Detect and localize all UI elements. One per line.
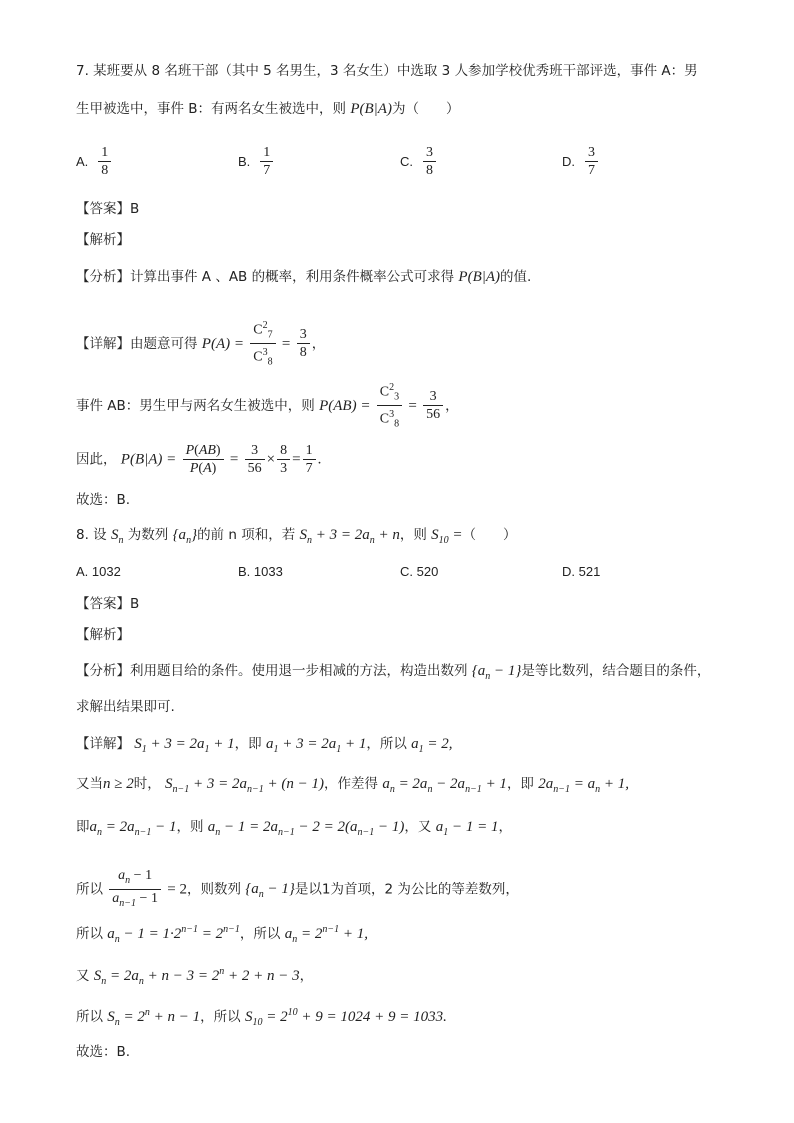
q7-stem-line2 xyxy=(76,100,459,118)
option-label: D. xyxy=(562,154,575,169)
q8-analysis-line1 xyxy=(76,662,710,686)
q8-text: ，则数列 xyxy=(186,881,241,898)
option-label: B. xyxy=(238,154,251,169)
math: $S_n = 2^n + n - 1$ xyxy=(107,1007,201,1028)
math-fraction: $\frac{3}{8}$ xyxy=(297,327,310,360)
q8-text: ，所以 xyxy=(200,1009,241,1025)
q7-prob-expr: P(B|A) xyxy=(350,101,392,117)
option-label: C. xyxy=(400,154,413,169)
math-fraction: $\frac{8}{3}$ xyxy=(277,443,290,476)
q8-text: 即 xyxy=(76,819,90,835)
math: $\{a_n - 1\}$ xyxy=(471,663,522,682)
option-fraction xyxy=(98,145,111,178)
math-fraction: $\frac{1}{7}$ xyxy=(303,443,316,476)
math-fraction: $\frac{C^2_7}{C^3_8}$ xyxy=(250,318,275,370)
math: P(AB) = xyxy=(319,397,371,414)
math: $\{a_n - 1\}$ xyxy=(245,881,295,901)
math: $S_n + 3 = 2a_n + n$ xyxy=(299,527,400,546)
q7-analysis-text: 【分析】计算出事件 A 、AB 的概率，利用条件概率公式可求得 xyxy=(76,269,455,285)
math: = 2 xyxy=(167,881,187,898)
q7-option-a[interactable] xyxy=(76,145,113,178)
q8-option-d[interactable]: D. 521 xyxy=(562,564,601,579)
q8-analysis-head: 【解析】 xyxy=(76,627,130,643)
q8-option-a[interactable]: A. 1032 xyxy=(76,564,121,579)
q8-text: 所以 xyxy=(76,926,103,942)
q7-option-d[interactable] xyxy=(562,145,600,178)
q8-conclusion: 故选：B. xyxy=(76,1044,131,1060)
q8-detail-line3: 即$a_n = 2a_{n-1} - 1$，则 $a_n - 1 = 2a_{n-1} - 2 = 2(a_{n-1} - 1)$，又 $a_1 - 1 = 1$， xyxy=(76,819,512,838)
q8-stem-text: 的前 n 项和，若 xyxy=(197,527,296,543)
math: = xyxy=(281,335,291,352)
math: $S_n = 2a_n + n - 3 = 2^n + 2 + n - 3$ xyxy=(93,966,300,987)
denominator: 7 xyxy=(263,163,271,178)
math: $a_n - 1 = 2a_{n-1} - 2 = 2(a_{n-1} - 1)$ xyxy=(207,819,405,838)
math: $S_{10}$ = xyxy=(431,527,463,546)
math: $S_{10} = 2^{10} + 9 = 1024 + 9 = 1033$. xyxy=(244,1007,447,1028)
math-fraction: $\frac{C^2_3}{C^3_8}$ xyxy=(377,380,402,432)
q8-analysis-text: 【分析】利用题目给的条件。使用退一步相减的方法，构造出数列 xyxy=(76,663,468,679)
math: $a_n = 2a_{n-1} - 1$ xyxy=(89,819,177,838)
q7-event-ab-text: 事件 AB：男生甲与两名女生被选中，则 xyxy=(76,397,315,414)
q7-detail-prefix: 【详解】由题意可得 xyxy=(76,335,198,352)
q7-analysis-expr: P(B|A) xyxy=(458,269,501,285)
q8-text: 是以1为首项，2 为公比的等差数列， xyxy=(294,881,519,898)
q7-detail-line1: 【详解】由题意可得 P(A) = $\frac{C^2_7}{C^3_8}$ = $\frac{3}{8}$ ， xyxy=(76,320,326,368)
math: P(B|A) = xyxy=(120,451,177,468)
q7-analysis xyxy=(76,268,531,286)
q8-stem-text: 8. 设 xyxy=(76,527,107,543)
q8-text: ，又 xyxy=(404,819,432,835)
option-fraction xyxy=(585,145,598,178)
math: $2a_{n-1} = a_n + 1$, xyxy=(538,776,629,795)
q7-option-b[interactable] xyxy=(238,145,275,178)
q8-stem-text: ，则 xyxy=(399,527,427,543)
math: $S_{n-1} + 3 = 2a_{n-1} + (n - 1)$ xyxy=(165,776,325,795)
math: $a_n = 2^{n-1} + 1$, xyxy=(284,924,368,945)
q7-analysis-tail: 的值. xyxy=(500,269,532,285)
q8-text: 又 xyxy=(76,968,90,984)
q8-detail-line5 xyxy=(76,921,368,949)
q8-detail-line6: 又 $S_n = 2a_n + n - 3 = 2^n + 2 + n - 3$， xyxy=(76,966,314,987)
math: = xyxy=(229,451,239,468)
numerator: 3 xyxy=(585,145,598,162)
q8-detail-line1 xyxy=(76,735,453,759)
q8-detail-line2 xyxy=(76,775,629,799)
q8-text: ，则 xyxy=(176,819,204,835)
denominator: 7 xyxy=(588,163,595,178)
q8-option-c[interactable]: C. 520 xyxy=(400,564,439,579)
math-fraction: $\frac{P(AB)}{P(A)}$ xyxy=(183,443,224,476)
q7-detail-line3: 因此， P(B|A) = $\frac{P(AB)}{P(A)}$ = $\frac{3}{56}$ × $\frac{8}{3}$ = $\frac{1}{7}$ . xyxy=(76,443,322,476)
q8-text: 所以 xyxy=(76,881,103,898)
math-fraction: $\frac{a_n - 1}{a_{n-1} - 1}$ xyxy=(109,868,161,911)
q7-stem-line1: 7. 某班要从 8 名班干部（其中 5 名男生，3 名女生）中选取 3 人参加学校优秀班干部评选，事件 A：男 xyxy=(76,63,698,79)
q8-stem-text: （ ） xyxy=(462,527,517,543)
q8-detail-line7 xyxy=(76,1004,447,1032)
denominator: 8 xyxy=(101,163,109,178)
q8-text: 又当 xyxy=(76,776,103,792)
math: $a_1 - 1 = 1$ xyxy=(435,819,499,838)
numerator: 1 xyxy=(260,145,273,162)
q8-text: ，所以 xyxy=(366,736,407,752)
q8-analysis-text: 是等比数列，结合题目的条件， xyxy=(521,663,711,679)
q8-analysis-line2: 求解出结果即可. xyxy=(76,699,175,715)
option-fraction xyxy=(260,145,273,178)
q8-text: 所以 xyxy=(76,1009,103,1025)
math: $a_n = 2a_n - 2a_{n-1} + 1$ xyxy=(382,776,507,795)
math: $a_1 = 2$, xyxy=(411,736,453,755)
q8-text: ，所以 xyxy=(239,926,281,942)
q8-text: ，即 xyxy=(234,736,262,752)
math: $S_n$ xyxy=(110,527,124,546)
q8-text: 时， xyxy=(133,776,161,792)
q7-conclusion: 故选：B. xyxy=(76,492,131,508)
math: $a_n - 1 = 1\cdot 2^{n-1} = 2^{n-1}$ xyxy=(107,924,240,945)
q7-option-c[interactable] xyxy=(400,145,438,178)
option-label: A. xyxy=(76,154,89,169)
q8-detail-prefix: 【详解】 xyxy=(76,736,130,752)
q8-stem-text: 为数列 xyxy=(127,527,169,543)
math: $\{a_n\}$ xyxy=(172,527,198,546)
q7-analysis-head: 【解析】 xyxy=(76,232,130,248)
q7-therefore-text: 因此， xyxy=(76,451,117,468)
option-fraction xyxy=(423,145,436,178)
q7-stem-paren: 为（ ） xyxy=(391,101,460,117)
q8-text: ，即 xyxy=(506,776,534,792)
q7-stem-text: 生甲被选中，事件 B：有两名女生被选中，则 xyxy=(76,101,347,117)
math-fraction: $\frac{3}{56}$ xyxy=(245,443,265,476)
math: $S_1 + 3 = 2a_1 + 1$ xyxy=(134,736,235,755)
math: = xyxy=(408,397,417,414)
math-fraction: $\frac{3}{56}$ xyxy=(423,389,443,422)
math: $a_1 + 3 = 2a_1 + 1$ xyxy=(265,736,367,755)
q8-text: ，作差得 xyxy=(324,776,379,792)
numerator: 1 xyxy=(98,145,111,162)
math: P(A) = xyxy=(201,335,244,352)
math: n ≥ 2 xyxy=(103,776,134,792)
q7-detail-line2: 事件 AB：男生甲与两名女生被选中，则 P(AB) = $\frac{C^2_3}{C^3_8}$ = $\frac{3}{56}$ ， xyxy=(76,382,459,430)
denominator: 8 xyxy=(426,163,433,178)
q8-answer: 【答案】B xyxy=(76,596,140,612)
q8-detail-line4 xyxy=(76,868,519,911)
q8-stem xyxy=(76,526,517,550)
numerator: 3 xyxy=(423,145,436,162)
q8-option-b[interactable]: B. 1033 xyxy=(238,564,283,579)
q7-answer: 【答案】B xyxy=(76,201,140,217)
